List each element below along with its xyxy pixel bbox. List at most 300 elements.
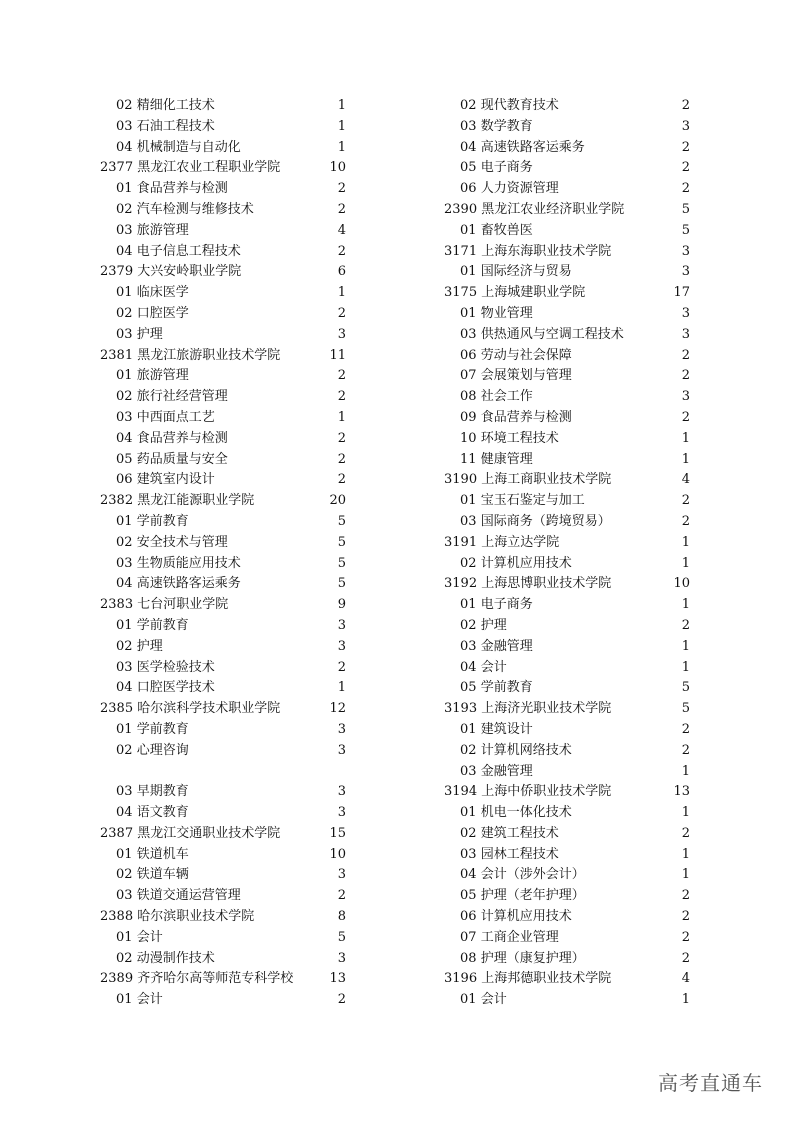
major-code: 04 <box>116 805 133 821</box>
enrollment-count: 2 <box>681 160 690 176</box>
enrollment-count: 5 <box>337 513 346 529</box>
major-code: 02 <box>116 201 133 217</box>
enrollment-count: 3 <box>337 638 346 654</box>
major-name: 电子商务 <box>480 160 533 176</box>
major-code: 03 <box>116 659 133 675</box>
major-row <box>100 845 346 866</box>
major-code: 01 <box>460 222 477 238</box>
school-name: 黑龙江农业经济职业学院 <box>481 201 625 217</box>
major-row <box>444 678 690 699</box>
major-code: 11 <box>460 451 477 467</box>
school-row <box>100 595 346 616</box>
major-row <box>444 595 690 616</box>
major-row <box>100 117 346 138</box>
major-code: 02 <box>116 98 133 113</box>
major-row <box>444 429 690 450</box>
major-row <box>100 512 346 533</box>
major-code: 03 <box>460 326 477 342</box>
major-code: 03 <box>116 118 133 134</box>
major-name: 口腔医学技术 <box>136 680 215 696</box>
enrollment-count: 2 <box>337 472 346 488</box>
enrollment-count: 2 <box>681 513 690 529</box>
enrollment-count: 3 <box>681 243 690 259</box>
major-name: 国际商务（跨境贸易） <box>480 513 611 529</box>
major-code: 02 <box>116 534 133 550</box>
school-row <box>100 262 346 283</box>
major-row <box>100 616 346 637</box>
major-name: 心理咨询 <box>136 742 189 758</box>
school-name: 上海思博职业技术学院 <box>481 576 612 592</box>
school-row <box>444 574 690 595</box>
enrollment-count: 1 <box>337 118 346 134</box>
major-name: 会计 <box>136 929 163 945</box>
major-row <box>100 886 346 907</box>
major-row <box>100 782 346 803</box>
school-row <box>444 969 690 990</box>
enrollment-count: 2 <box>337 888 346 904</box>
major-row <box>444 262 690 283</box>
enrollment-count: 2 <box>337 305 346 321</box>
major-row <box>100 865 346 886</box>
major-row <box>444 907 690 928</box>
school-code: 2383 <box>100 597 134 613</box>
major-code: 01 <box>460 264 477 280</box>
major-code: 02 <box>460 825 477 841</box>
major-name: 食品营养与检测 <box>136 430 228 446</box>
enrollment-count: 5 <box>681 201 690 217</box>
enrollment-count: 2 <box>681 950 690 966</box>
enrollment-count: 1 <box>337 409 346 425</box>
major-row <box>444 990 690 1011</box>
major-row <box>444 741 690 762</box>
major-code: 01 <box>116 181 133 197</box>
major-name: 电子商务 <box>480 597 533 613</box>
school-code: 2377 <box>100 160 134 176</box>
major-row <box>100 678 346 699</box>
major-code: 03 <box>116 784 133 800</box>
major-code: 08 <box>460 950 477 966</box>
major-name: 计算机应用技术 <box>480 555 572 571</box>
major-name: 汽车检测与维修技术 <box>136 201 254 217</box>
major-row <box>100 658 346 679</box>
school-name: 上海邦德职业技术学院 <box>481 971 612 987</box>
major-row <box>100 803 346 824</box>
major-code: 04 <box>460 867 477 883</box>
school-name: 七台河职业学院 <box>137 597 229 613</box>
major-row <box>444 325 690 346</box>
major-code: 03 <box>116 409 133 425</box>
enrollment-count: 2 <box>337 181 346 197</box>
major-row <box>444 803 690 824</box>
major-name: 会计 <box>136 992 163 1008</box>
enrollment-count: 2 <box>681 347 690 363</box>
major-row <box>444 117 690 138</box>
school-name: 上海济光职业技术学院 <box>481 701 612 717</box>
enrollment-count: 1 <box>337 285 346 301</box>
major-name: 金融管理 <box>480 763 533 779</box>
major-name: 中西面点工艺 <box>136 409 215 425</box>
school-row <box>100 346 346 367</box>
enrollment-count: 1 <box>681 451 690 467</box>
major-row <box>100 242 346 263</box>
major-name: 生物质能应用技术 <box>136 555 241 571</box>
major-code: 06 <box>460 181 477 197</box>
blank-row <box>100 762 346 783</box>
major-row <box>444 554 690 575</box>
enrollment-count: 2 <box>337 659 346 675</box>
school-code: 3193 <box>444 701 478 717</box>
major-name: 口腔医学 <box>136 305 189 321</box>
major-code: 05 <box>116 451 133 467</box>
school-code: 2381 <box>100 347 134 363</box>
major-code: 03 <box>116 555 133 571</box>
major-name: 动漫制作技术 <box>136 950 215 966</box>
major-code: 04 <box>460 139 477 155</box>
school-row <box>100 491 346 512</box>
major-name: 宝玉石鉴定与加工 <box>480 493 585 509</box>
enrollment-count: 5 <box>681 222 690 238</box>
major-code: 03 <box>116 222 133 238</box>
enrollment-count: 3 <box>681 118 690 134</box>
major-code: 02 <box>460 742 477 758</box>
enrollment-count: 3 <box>337 617 346 633</box>
enrollment-count: 1 <box>337 680 346 696</box>
major-name: 环境工程技术 <box>480 430 559 446</box>
enrollment-count: 3 <box>681 326 690 342</box>
enrollment-count: 1 <box>681 763 690 779</box>
major-name: 护理 <box>480 617 507 633</box>
school-code: 2387 <box>100 825 134 841</box>
school-name: 哈尔滨职业技术学院 <box>137 909 255 925</box>
major-name: 会展策划与管理 <box>480 368 572 384</box>
enrollment-count: 20 <box>329 493 346 509</box>
major-row <box>100 366 346 387</box>
major-row <box>444 886 690 907</box>
major-code: 05 <box>460 680 477 696</box>
enrollment-count: 12 <box>329 701 346 717</box>
major-name: 学前教育 <box>136 617 189 633</box>
school-code: 3175 <box>444 285 478 301</box>
enrollment-count: 3 <box>337 326 346 342</box>
major-row <box>100 304 346 325</box>
major-row <box>100 179 346 200</box>
major-code: 04 <box>116 430 133 446</box>
school-row <box>100 158 346 179</box>
major-name: 数学教育 <box>480 118 533 134</box>
school-name: 上海工商职业技术学院 <box>481 472 612 488</box>
enrollment-count: 2 <box>337 430 346 446</box>
enrollment-count: 1 <box>681 659 690 675</box>
major-row <box>444 865 690 886</box>
major-name: 药品质量与安全 <box>136 451 228 467</box>
major-code: 03 <box>460 763 477 779</box>
school-name: 上海城建职业学院 <box>481 285 586 301</box>
major-row <box>100 387 346 408</box>
major-row <box>444 138 690 159</box>
enrollment-count: 1 <box>681 867 690 883</box>
major-code: 01 <box>116 929 133 945</box>
school-name: 黑龙江农业工程职业学院 <box>137 160 281 176</box>
major-name: 护理 <box>136 638 163 654</box>
major-code: 02 <box>116 638 133 654</box>
major-code: 04 <box>116 680 133 696</box>
enrollment-count: 3 <box>337 867 346 883</box>
major-row <box>100 533 346 554</box>
major-code: 02 <box>116 742 133 758</box>
enrollment-count: 3 <box>681 264 690 280</box>
school-code: 2389 <box>100 971 134 987</box>
school-name: 大兴安岭职业学院 <box>137 264 242 280</box>
major-name: 会计（涉外会计） <box>480 867 585 883</box>
major-code: 03 <box>116 888 133 904</box>
major-code: 01 <box>460 721 477 737</box>
enrollment-count: 1 <box>681 430 690 446</box>
right-column <box>444 96 690 1011</box>
enrollment-count: 1 <box>681 555 690 571</box>
major-name: 高速铁路客运乘务 <box>136 576 241 592</box>
major-row <box>444 366 690 387</box>
major-name: 计算机应用技术 <box>480 909 572 925</box>
enrollment-count: 3 <box>337 784 346 800</box>
enrollment-count: 8 <box>337 909 346 925</box>
major-code: 01 <box>460 305 477 321</box>
enrollment-count: 5 <box>337 576 346 592</box>
major-row <box>100 429 346 450</box>
major-row <box>100 96 346 117</box>
major-name: 铁道交通运营管理 <box>136 888 241 904</box>
major-name: 铁道车辆 <box>136 867 189 883</box>
major-name: 机电一体化技术 <box>480 805 572 821</box>
major-name: 安全技术与管理 <box>136 534 228 550</box>
enrollment-count: 3 <box>681 389 690 405</box>
school-code: 3196 <box>444 971 478 987</box>
enrollment-count: 4 <box>681 971 690 987</box>
school-code: 3192 <box>444 576 478 592</box>
enrollment-count: 11 <box>329 347 346 363</box>
enrollment-count: 1 <box>681 992 690 1008</box>
enrollment-count: 2 <box>681 888 690 904</box>
major-name: 会计 <box>480 992 507 1008</box>
enrollment-count: 2 <box>681 493 690 509</box>
major-code: 04 <box>116 576 133 592</box>
major-code: 07 <box>460 368 477 384</box>
major-code: 06 <box>116 472 133 488</box>
major-row <box>444 928 690 949</box>
major-name: 人力资源管理 <box>480 181 559 197</box>
school-code: 3171 <box>444 243 478 259</box>
major-name: 供热通风与空调工程技术 <box>480 326 624 342</box>
major-row <box>444 658 690 679</box>
major-row <box>444 96 690 117</box>
major-row <box>100 325 346 346</box>
enrollment-count: 2 <box>681 617 690 633</box>
major-code: 01 <box>460 597 477 613</box>
enrollment-count: 2 <box>681 742 690 758</box>
major-name: 学前教育 <box>136 513 189 529</box>
enrollment-count: 4 <box>681 472 690 488</box>
major-code: 06 <box>460 347 477 363</box>
enrollment-count: 2 <box>681 368 690 384</box>
major-name: 健康管理 <box>480 451 533 467</box>
major-name: 旅游管理 <box>136 368 189 384</box>
major-row <box>444 158 690 179</box>
enrollment-count: 5 <box>337 534 346 550</box>
major-name: 医学检验技术 <box>136 659 215 675</box>
major-row <box>100 949 346 970</box>
major-row <box>100 637 346 658</box>
enrollment-count: 2 <box>681 909 690 925</box>
major-name: 食品营养与检测 <box>480 409 572 425</box>
enrollment-count: 10 <box>329 846 346 862</box>
major-code: 02 <box>460 555 477 571</box>
major-name: 劳动与社会保障 <box>480 347 572 363</box>
enrollment-count: 1 <box>681 805 690 821</box>
major-code: 01 <box>116 721 133 737</box>
major-row <box>444 949 690 970</box>
major-code: 09 <box>460 409 477 425</box>
major-row <box>444 179 690 200</box>
major-name: 金融管理 <box>480 638 533 654</box>
school-row <box>444 533 690 554</box>
enrollment-count: 3 <box>337 742 346 758</box>
school-row <box>444 283 690 304</box>
major-row <box>100 554 346 575</box>
major-row <box>444 491 690 512</box>
major-code: 01 <box>116 285 133 301</box>
major-row <box>100 283 346 304</box>
major-name: 畜牧兽医 <box>480 222 533 238</box>
major-row <box>100 450 346 471</box>
major-code: 04 <box>460 659 477 675</box>
major-row <box>100 470 346 491</box>
enrollment-count: 2 <box>681 929 690 945</box>
enrollment-count: 1 <box>681 638 690 654</box>
enrollment-count: 2 <box>681 139 690 155</box>
enrollment-count: 2 <box>681 721 690 737</box>
left-column <box>100 96 346 1011</box>
major-code: 02 <box>116 867 133 883</box>
major-code: 01 <box>116 368 133 384</box>
watermark: 高考直通车 <box>658 1071 763 1095</box>
major-code: 01 <box>116 513 133 529</box>
major-row <box>100 928 346 949</box>
school-name: 上海东海职业技术学院 <box>481 243 612 259</box>
major-code: 03 <box>116 326 133 342</box>
major-code: 02 <box>460 617 477 633</box>
enrollment-count: 1 <box>681 846 690 862</box>
major-name: 护理（老年护理） <box>480 888 585 904</box>
enrollment-count: 3 <box>337 950 346 966</box>
major-name: 社会工作 <box>480 389 533 405</box>
major-code: 01 <box>116 992 133 1008</box>
major-row <box>100 221 346 242</box>
major-row <box>100 408 346 429</box>
school-name: 齐齐哈尔高等师范专科学校 <box>137 971 294 987</box>
enrollment-count: 10 <box>673 576 690 592</box>
major-name: 护理（康复护理） <box>480 950 585 966</box>
school-name: 上海中侨职业技术学院 <box>481 784 612 800</box>
major-name: 学前教育 <box>480 680 533 696</box>
major-code: 07 <box>460 929 477 945</box>
school-code: 2390 <box>444 201 478 217</box>
enrollment-count: 4 <box>337 222 346 238</box>
major-row <box>444 387 690 408</box>
school-row <box>444 200 690 221</box>
major-code: 05 <box>460 160 477 176</box>
major-name: 电子信息工程技术 <box>136 243 241 259</box>
school-code: 2379 <box>100 264 134 280</box>
enrollment-count: 2 <box>337 243 346 259</box>
major-name: 旅行社经营管理 <box>136 389 228 405</box>
major-code: 01 <box>460 493 477 509</box>
school-name: 黑龙江旅游职业技术学院 <box>137 347 281 363</box>
school-row <box>444 242 690 263</box>
major-name: 物业管理 <box>480 305 533 321</box>
enrollment-count: 2 <box>337 201 346 217</box>
major-name: 早期教育 <box>136 784 189 800</box>
major-row <box>444 450 690 471</box>
enrollment-count: 15 <box>329 825 346 841</box>
school-code: 3191 <box>444 534 478 550</box>
enrollment-count: 5 <box>337 555 346 571</box>
school-row <box>444 470 690 491</box>
major-row <box>444 408 690 429</box>
enrollment-count: 2 <box>681 181 690 197</box>
major-row <box>100 200 346 221</box>
major-code: 04 <box>116 139 133 155</box>
major-name: 建筑设计 <box>480 721 533 737</box>
major-name: 园林工程技术 <box>480 846 559 862</box>
major-name: 现代教育技术 <box>480 98 559 113</box>
school-code: 2385 <box>100 701 134 717</box>
school-name: 黑龙江交通职业技术学院 <box>137 825 281 841</box>
school-code: 3190 <box>444 472 478 488</box>
major-row <box>444 512 690 533</box>
enrollment-count: 1 <box>337 139 346 155</box>
enrollment-count: 3 <box>681 305 690 321</box>
major-row <box>100 574 346 595</box>
major-row <box>444 304 690 325</box>
enrollment-count: 1 <box>681 534 690 550</box>
major-code: 03 <box>460 638 477 654</box>
major-name: 石油工程技术 <box>136 118 215 134</box>
enrollment-count: 3 <box>337 805 346 821</box>
major-code: 06 <box>460 909 477 925</box>
enrollment-count: 5 <box>681 680 690 696</box>
enrollment-count: 2 <box>337 992 346 1008</box>
major-row <box>100 138 346 159</box>
enrollment-count: 10 <box>329 160 346 176</box>
school-row <box>100 699 346 720</box>
major-name: 语文教育 <box>136 805 189 821</box>
school-row <box>100 907 346 928</box>
school-row <box>444 699 690 720</box>
major-name: 工商企业管理 <box>480 929 559 945</box>
school-row <box>444 782 690 803</box>
school-name: 哈尔滨科学技术职业学院 <box>137 701 281 717</box>
major-name: 高速铁路客运乘务 <box>480 139 585 155</box>
enrollment-count: 2 <box>681 409 690 425</box>
major-code: 03 <box>460 118 477 134</box>
major-row <box>100 990 346 1011</box>
major-row <box>444 762 690 783</box>
enrollment-count: 9 <box>337 597 346 613</box>
major-name: 国际经济与贸易 <box>480 264 572 280</box>
enrollment-count: 2 <box>337 368 346 384</box>
major-name: 计算机网络技术 <box>480 742 572 758</box>
enrollment-count: 13 <box>329 971 346 987</box>
major-code: 03 <box>460 513 477 529</box>
